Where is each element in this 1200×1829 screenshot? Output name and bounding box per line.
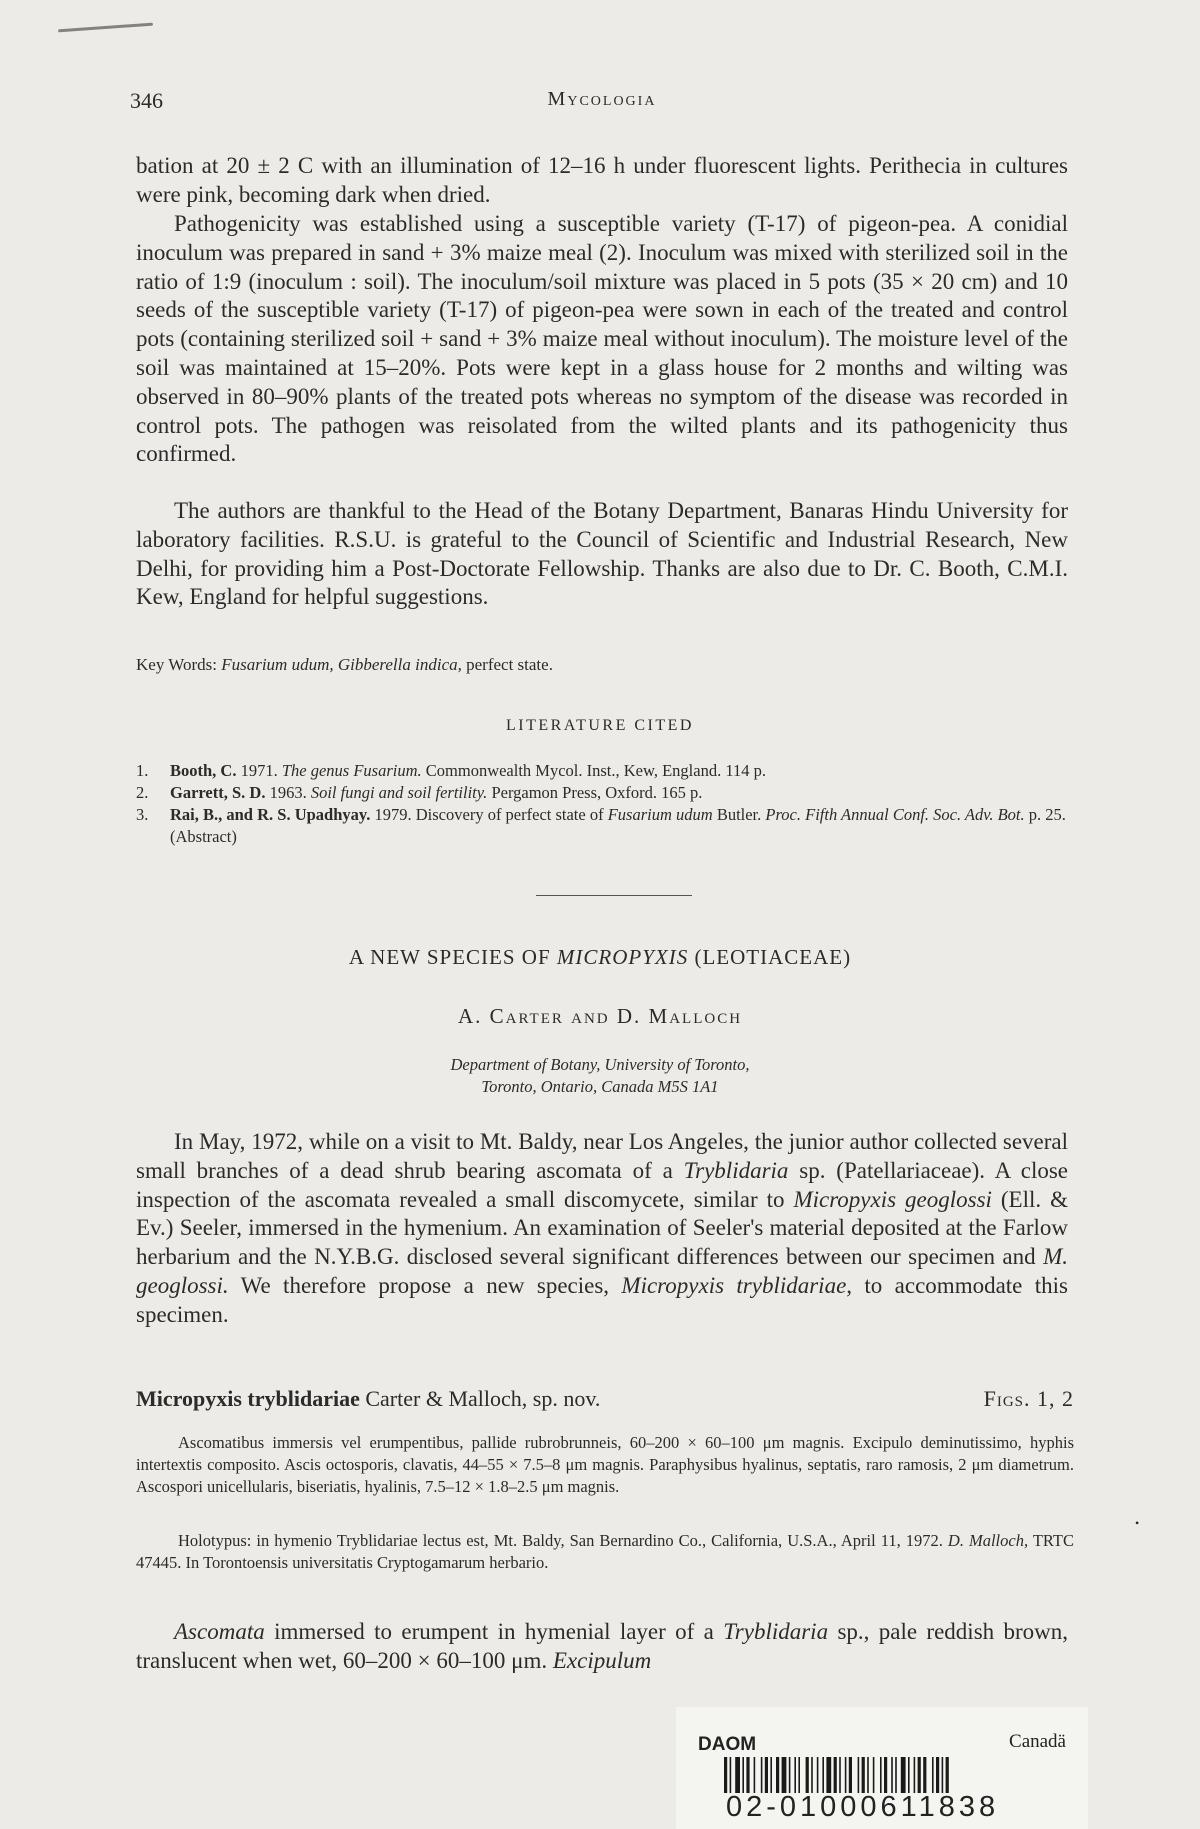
barcode-bar bbox=[839, 1757, 841, 1793]
page-number: 346 bbox=[130, 88, 163, 113]
reference-author: Garrett, S. D. bbox=[170, 783, 266, 802]
barcode-bar bbox=[895, 1757, 897, 1793]
barcode-bar bbox=[923, 1757, 926, 1793]
barcode-bar bbox=[742, 1757, 744, 1793]
barcode-bar bbox=[932, 1757, 934, 1793]
barcode-bar bbox=[862, 1757, 865, 1793]
barcode-bar bbox=[811, 1757, 813, 1793]
barcode-number: 02-01000611838 bbox=[726, 1791, 1000, 1823]
barcode-bar bbox=[884, 1757, 887, 1793]
paragraph-introduction: In May, 1972, while on a visit to Mt. Baldy, near Los Angeles, the junior author collected several small branches of a dead shrub bearing ascomata of a Tryblidaria sp. (Patellariaceae). A close inspection of the ascomata revealed a small discomycete, similar to Micropyxis geoglossi (Ell. & Ev.) Seeler, immersed in the hymenium. An examination of Seeler's material deposited at the Farlow herbarium and the N.Y.B.G. disclosed several significant differences between our specimen and M. geoglossi. We therefore propose a new species, Micropyxis tryblidariae, to accommodate this specimen. bbox=[136, 1129, 1069, 1327]
barcode-bar bbox=[946, 1757, 949, 1793]
barcode-icon bbox=[724, 1757, 1022, 1793]
barcode-bar bbox=[942, 1757, 944, 1793]
barcode-bar bbox=[794, 1757, 796, 1793]
barcode-bar bbox=[782, 1757, 787, 1793]
barcode-bar bbox=[754, 1757, 756, 1793]
barcode-bar bbox=[724, 1757, 727, 1793]
page-header bbox=[130, 88, 1074, 114]
barcode-bar bbox=[845, 1757, 847, 1793]
barcode-bar bbox=[789, 1757, 791, 1793]
reference-author: Rai, B., and R. S. Upadhyay. bbox=[170, 805, 371, 824]
key-words bbox=[136, 655, 553, 675]
article-authors: A. Carter and D. Malloch bbox=[457, 1004, 743, 1028]
canada-wordmark: Canadä bbox=[1009, 1731, 1066, 1752]
reference-list bbox=[136, 760, 1076, 848]
key-words-rest: perfect state. bbox=[466, 655, 553, 674]
reference-item: 1. Booth, C. 1971. The genus Fusarium. Commonwealth Mycol. Inst., Kew, England. 114 p. bbox=[136, 761, 766, 780]
paragraph-acknowledgements: The authors are thankful to the Head of the Botany Department, Banaras Hindu University for laboratory facilities. R.S.U. is grateful to the Council of Scientific and Industrial Research, New Delhi, for providing him a Post-Doctorate Fellowship. Thanks are also due to Dr. C. Booth, C.M.I. Kew, England for helpful suggestions. bbox=[136, 498, 1068, 610]
running-head: Mycologia bbox=[547, 88, 657, 110]
dust-speck: • bbox=[1135, 1516, 1140, 1530]
article-title: A NEW SPECIES OF MICROPYXIS (LEOTIACEAE) bbox=[348, 945, 852, 969]
barcode-bar bbox=[746, 1757, 749, 1793]
barcode-bar bbox=[873, 1757, 875, 1793]
latin-diagnosis: Ascomatibus immersis vel erumpentibus, pallide rubrobrunneis, 60–200 × 60–100 μm magnis. Excipulo deminutissimo, hyphis intertextis composito. Ascis octosporis, clavatis, 44–55 × 7.5–8 μm magnis. Paraphysibus hyalinus, septatis, raro ramosis, 2 μm diametrum. Ascospori unicellularis, biseriatis, hyalinis, 7.5–12 × 1.8–2.5 μm magnis. bbox=[136, 1433, 1074, 1496]
reference-item: 3. Rai, B., and R. S. Upadhyay. 1979. Discovery of perfect state of Fusarium udum Butler. Proc. Fifth Annual Conf. Soc. Adv. Bot. p. 25. (Abstract) bbox=[136, 805, 1066, 846]
herbarium-barcode-label bbox=[676, 1707, 1088, 1829]
reference-journal: Proc. Fifth Annual Conf. Soc. Adv. Bot. bbox=[765, 805, 1025, 824]
barcode-bar bbox=[761, 1757, 763, 1793]
key-words-label: Key Words: bbox=[136, 655, 217, 674]
reference-title: Soil fungi and soil fertility. bbox=[310, 783, 488, 802]
section-divider bbox=[536, 895, 692, 896]
reference-author: Booth, C. bbox=[170, 761, 237, 780]
species-name: Micropyxis tryblidariae bbox=[136, 1386, 360, 1411]
barcode-bar bbox=[798, 1757, 800, 1793]
barcode-bar bbox=[817, 1757, 819, 1793]
reference-title: The genus Fusarium. bbox=[281, 761, 422, 780]
barcode-bar bbox=[858, 1757, 860, 1793]
species-heading bbox=[136, 1386, 1074, 1412]
figure-reference: Figs. 1, 2 bbox=[983, 1386, 1074, 1411]
barcode-bar bbox=[826, 1757, 831, 1793]
paragraph-pathogenicity: Pathogenicity was established using a susceptible variety (T-17) of pigeon-pea. A conidial inoculum was prepared in sand + 3% maize meal (2). Inoculum was mixed with sterilized soil in the ratio of 1:9 (inoculum : soil). The inoculum/soil mixture was placed in 5 pots (35 × 20 cm) and 10 seeds of the susceptible variety (T-17) of pigeon-pea were sown in each of the treated and control pots (containing sterilized soil + sand + 3% maize meal without inoculum). The moisture level of the soil was maintained at 15–20%. Pots were kept in a glass house for 2 months and wilting was observed in 80–90% plants of the treated pots whereas no symptom of the disease was recorded in control pots. The pathogen was reisolated from the wilted plants and its pathogenicity thus confirmed. bbox=[136, 211, 1068, 467]
barcode-bar bbox=[880, 1757, 882, 1793]
holotype-paragraph: Holotypus: in hymenio Tryblidariae lectus est, Mt. Baldy, San Bernardino Co., California, U.S.A., April 11, 1972. D. Malloch, TRTC 47445. In Torontoensis universitatis Cryptogamarum herbario. bbox=[136, 1531, 1075, 1572]
literature-cited-heading: LITERATURE CITED bbox=[506, 717, 694, 734]
paragraph-description: Ascomata immersed to erumpent in hymenial layer of a Tryblidaria sp., pale reddish brown, translucent when wet, 60–200 × 60–100 μm. Excipulum bbox=[136, 1619, 1069, 1673]
barcode-institution: DAOM bbox=[698, 1734, 757, 1755]
barcode-bar bbox=[891, 1757, 893, 1793]
paragraph-incubation: bation at 20 ± 2 C with an illumination of 12–16 h under fluorescent lights. Perithecia in cultures were pink, becoming dark when dried. bbox=[136, 153, 1068, 207]
barcode-bar bbox=[776, 1757, 779, 1793]
affiliation: Department of Botany, University of Toronto, Toronto, Ontario, Canada M5S 1A1 bbox=[450, 1055, 750, 1096]
barcode-bar bbox=[806, 1757, 809, 1793]
reference-item: 2. Garrett, S. D. 1963. Soil fungi and soil fertility. Pergamon Press, Oxford. 165 p. bbox=[136, 783, 703, 802]
barcode-bar bbox=[918, 1757, 921, 1793]
barcode-bar bbox=[834, 1757, 837, 1793]
barcode-bar bbox=[849, 1757, 852, 1793]
barcode-bar bbox=[867, 1757, 869, 1793]
barcode-bar bbox=[735, 1757, 740, 1793]
barcode-bar bbox=[822, 1757, 824, 1793]
key-words-terms: Fusarium udum, Gibberella indica, bbox=[221, 655, 462, 674]
species-authority: Carter & Malloch, sp. nov. bbox=[365, 1386, 601, 1411]
barcode-bar bbox=[914, 1757, 916, 1793]
barcode-bar bbox=[770, 1757, 772, 1793]
barcode-bar bbox=[730, 1757, 732, 1793]
barcode-bar bbox=[908, 1757, 910, 1793]
pen-mark bbox=[58, 23, 153, 33]
barcode-bar bbox=[901, 1757, 906, 1793]
barcode-bar bbox=[936, 1757, 939, 1793]
barcode-bar bbox=[765, 1757, 768, 1793]
